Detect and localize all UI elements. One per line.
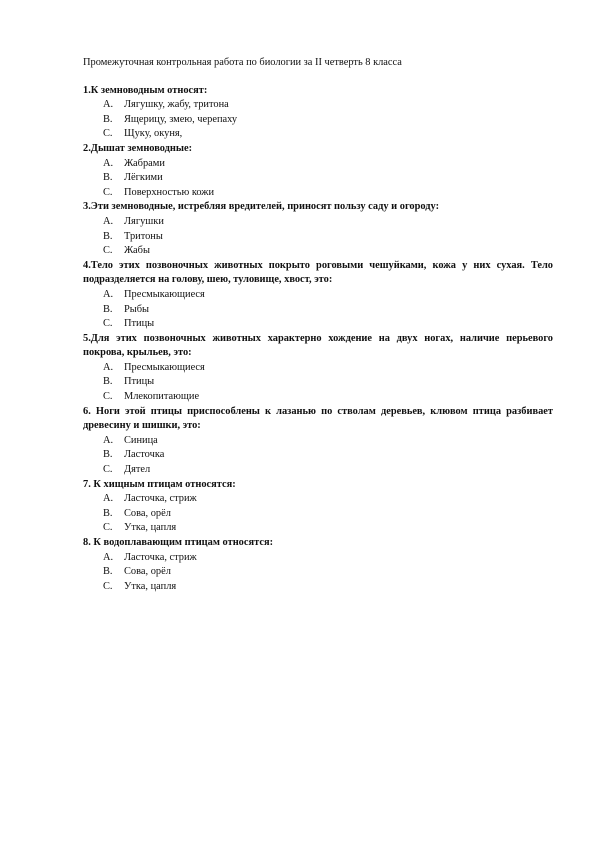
- option-text: Ласточка, стриж: [124, 551, 197, 563]
- question-text: 2.Дышат земноводные:: [83, 142, 193, 154]
- option-text: Ласточка, стриж: [124, 493, 197, 505]
- question-4: [83, 259, 553, 332]
- answer-options: [83, 215, 553, 259]
- question-3: [83, 200, 553, 258]
- option-text: Синица: [124, 434, 158, 446]
- option-c: [83, 390, 553, 405]
- answer-options: [83, 98, 553, 142]
- option-b: [83, 375, 553, 390]
- option-letter: B.: [103, 566, 113, 578]
- question-8: [83, 536, 553, 594]
- option-letter: C.: [103, 245, 113, 257]
- option-a: [83, 434, 553, 449]
- option-letter: A.: [103, 157, 114, 169]
- question-text: 6. Ноги этой птицы приспособлены к лазанью по стволам деревьев, клювом птица разбивает древесину и шишки, это:: [83, 405, 553, 432]
- option-a: [83, 215, 553, 230]
- option-text: Жабы: [124, 245, 150, 257]
- question-text: 5.Для этих позвоночных животных характерно хождение на двух ногах, наличие перьевого покрова, крыльев, это:: [83, 332, 553, 359]
- question-text: 8. К водоплавающим птицам относятся:: [83, 537, 274, 548]
- option-letter: B.: [103, 172, 113, 184]
- option-b: [83, 113, 553, 128]
- option-letter: C.: [103, 186, 113, 198]
- option-letter: A.: [103, 215, 114, 227]
- question-6: [83, 405, 553, 478]
- option-letter: C.: [103, 128, 113, 140]
- option-c: [83, 463, 553, 478]
- option-text: Птицы: [124, 376, 155, 388]
- option-b: [83, 303, 553, 318]
- option-a: [83, 361, 553, 376]
- option-text: Лягушку, жабу, тритона: [124, 99, 229, 111]
- option-c: [83, 521, 553, 536]
- option-b: [83, 507, 553, 522]
- option-text: Тритоны: [124, 230, 163, 242]
- option-letter: C.: [103, 522, 113, 534]
- option-letter: A.: [103, 493, 114, 505]
- option-letter: C.: [103, 391, 113, 403]
- option-a: [83, 492, 553, 507]
- option-letter: A.: [103, 434, 114, 446]
- option-b: [83, 171, 553, 186]
- option-letter: A.: [103, 551, 114, 563]
- answer-options: [83, 551, 553, 595]
- option-letter: C.: [103, 318, 113, 330]
- answer-options: [83, 157, 553, 201]
- answer-options: [83, 492, 553, 536]
- option-text: Сова, орёл: [124, 566, 171, 578]
- question-2: [83, 142, 553, 200]
- option-c: [83, 127, 553, 142]
- option-a: [83, 98, 553, 113]
- option-text: Ящерицу, змею, черепаху: [124, 113, 238, 125]
- question-5: [83, 332, 553, 405]
- option-letter: B.: [103, 376, 113, 388]
- document-title: Промежуточная контрольная работа по биологии за II четверть 8 класса: [83, 57, 402, 68]
- question-7: [83, 478, 553, 536]
- answer-options: [83, 288, 553, 332]
- option-letter: B.: [103, 230, 113, 242]
- option-text: Ласточка: [124, 449, 165, 461]
- question-1: [83, 84, 553, 142]
- option-letter: A.: [103, 99, 114, 111]
- answer-options: [83, 434, 553, 478]
- option-letter: C.: [103, 464, 113, 476]
- option-text: Пресмыкающиеся: [124, 288, 205, 300]
- option-letter: B.: [103, 113, 113, 125]
- option-text: Пресмыкающиеся: [124, 361, 205, 373]
- option-text: Млекопитающие: [124, 391, 200, 403]
- option-b: [83, 565, 553, 580]
- option-c: [83, 244, 553, 259]
- document-page: [83, 56, 553, 594]
- option-b: [83, 230, 553, 245]
- answer-options: [83, 361, 553, 405]
- question-text: 7. К хищным птицам относятся:: [83, 478, 236, 490]
- option-text: Утка, цапля: [124, 522, 177, 534]
- question-text: 1.К земноводным относят:: [83, 84, 208, 96]
- option-text: Поверхностью кожи: [124, 186, 215, 198]
- option-c: [83, 317, 553, 332]
- option-text: Жабрами: [124, 157, 165, 169]
- question-text: 4.Тело этих позвоночных животных покрыто роговыми чешуйками, кожа у них сухая. Тело подразделяется на голову, шею, туловище, хвост, это:: [83, 259, 553, 286]
- option-text: Дятел: [124, 464, 151, 476]
- option-b: [83, 448, 553, 463]
- option-a: [83, 288, 553, 303]
- option-letter: A.: [103, 288, 114, 300]
- option-text: Щуку, окуня,: [124, 128, 183, 140]
- option-letter: B.: [103, 507, 113, 519]
- option-text: Рыбы: [124, 303, 150, 315]
- option-c: [83, 580, 553, 595]
- option-a: [83, 551, 553, 566]
- option-text: Лёгкими: [124, 172, 163, 184]
- question-text: 3.Эти земноводные, истребляя вредителей, приносят пользу саду и огороду:: [83, 201, 440, 213]
- option-text: Лягушки: [124, 215, 164, 227]
- option-text: Сова, орёл: [124, 507, 171, 519]
- option-c: [83, 186, 553, 201]
- option-letter: C.: [103, 580, 113, 592]
- option-text: Утка, цапля: [124, 580, 177, 592]
- option-text: Птицы: [124, 318, 155, 330]
- option-letter: B.: [103, 449, 113, 461]
- option-letter: A.: [103, 361, 114, 373]
- option-letter: B.: [103, 303, 113, 315]
- option-a: [83, 157, 553, 172]
